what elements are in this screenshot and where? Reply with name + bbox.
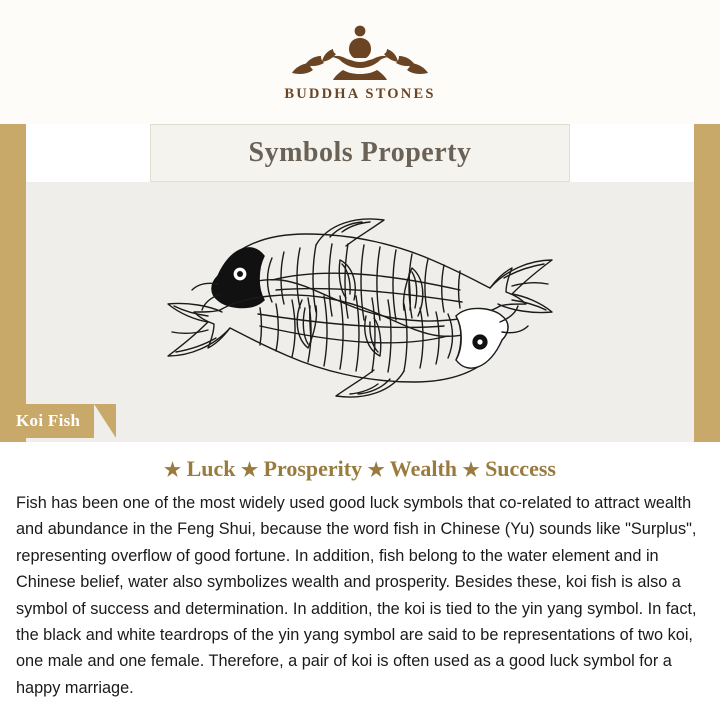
star-icon-2: ★ bbox=[241, 460, 259, 481]
lotus-meditation-icon bbox=[285, 18, 435, 80]
keyword-prosperity: Prosperity bbox=[263, 456, 363, 481]
keyword-luck: Luck bbox=[186, 456, 236, 481]
star-icon-3: ★ bbox=[367, 460, 385, 481]
brand-header bbox=[0, 0, 720, 124]
koi-fish-yin-yang-illustration bbox=[160, 190, 560, 435]
description-section bbox=[0, 442, 720, 720]
brand-name: BUDDHA STONES bbox=[284, 86, 436, 102]
section-banner bbox=[150, 124, 570, 182]
star-icon-4: ★ bbox=[462, 460, 480, 481]
description-paragraph: Fish has been one of the most widely used good luck symbols that co-related to attract wealth and abundance in the Feng Shui, because the word fish in Chinese (Yu) sounds like "Surplus", representing overflow of good fortune. In addition, fish belong to the water element and in Chinese belief, water also symbolizes wealth and prosperity. Besides these, koi fish is also a symbol of success and determination. In addition, the koi is tied to the yin yang symbol. In fact, the black and white teardrops of the yin yang symbol are said to be representations of two koi, one male and one female. Therefore, a pair of koi is often used as a good luck symbol for a happy marriage. bbox=[16, 494, 697, 697]
keyword-list bbox=[16, 456, 704, 482]
star-icon-1: ★ bbox=[164, 460, 182, 481]
right-gold-rail bbox=[694, 124, 720, 442]
symbol-name-tag-body bbox=[0, 404, 94, 438]
page-title: Symbols Property bbox=[248, 137, 472, 168]
left-gold-rail bbox=[0, 124, 26, 442]
keyword-success: Success bbox=[485, 456, 556, 481]
koi-illustration-panel bbox=[26, 182, 694, 442]
symbol-name-tag bbox=[0, 404, 116, 438]
symbol-name-label: Koi Fish bbox=[16, 411, 81, 430]
keyword-wealth: Wealth bbox=[389, 456, 458, 481]
symbol-name-tag-notch bbox=[94, 404, 116, 438]
